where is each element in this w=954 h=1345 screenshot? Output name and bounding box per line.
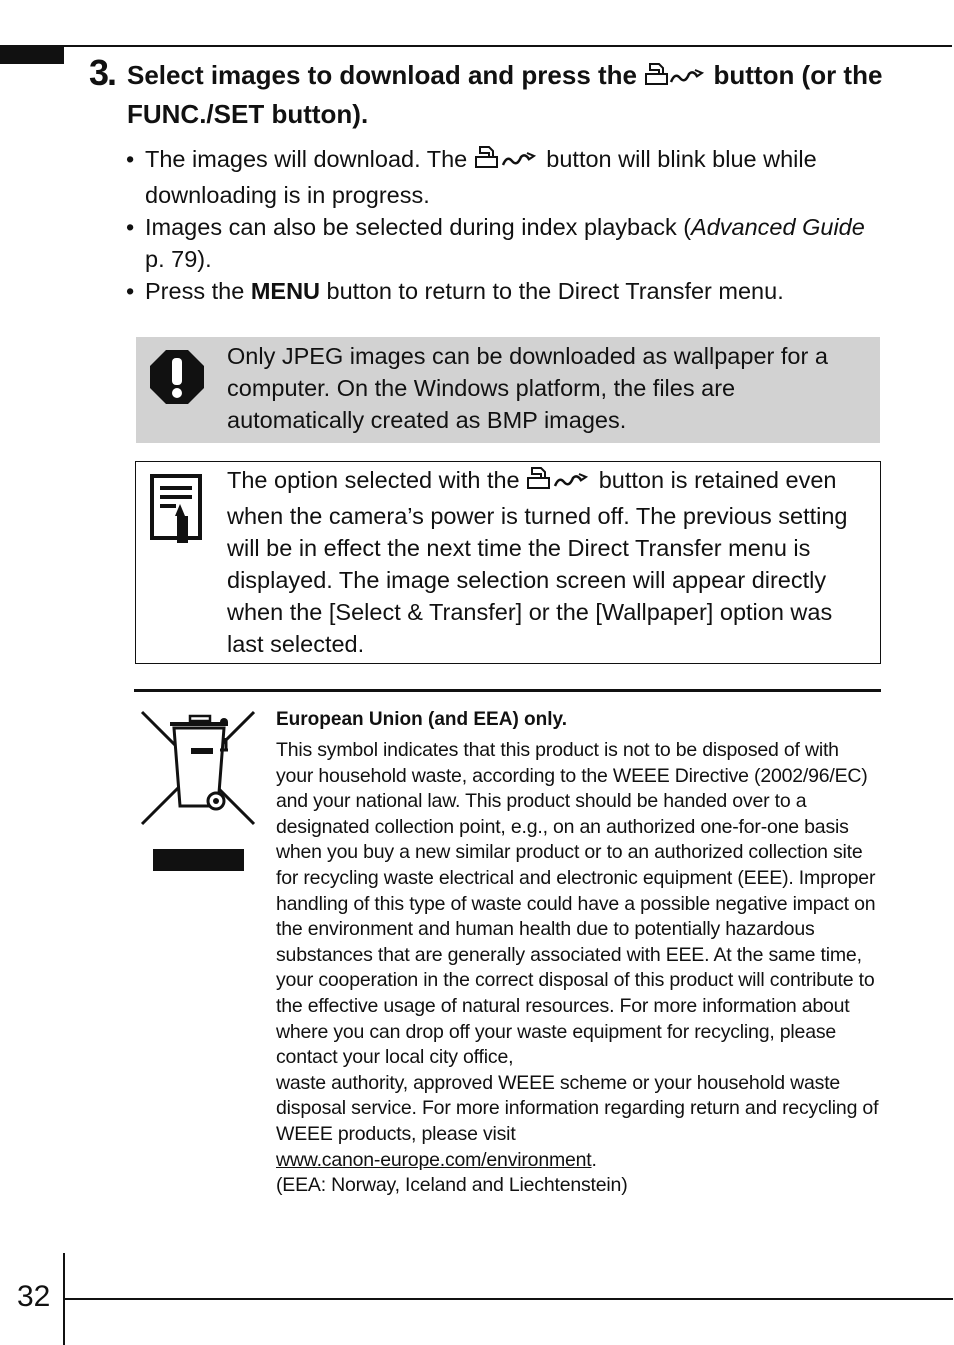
section-tab bbox=[0, 45, 64, 64]
bullet-dot: • bbox=[126, 214, 135, 240]
weee-bar bbox=[153, 849, 244, 871]
eu-link-line bbox=[276, 1148, 881, 1174]
bullet-dot: • bbox=[126, 278, 135, 304]
eu-paragraph-1: This symbol indicates that this product is not to be disposed of with your household waste, according to the WEEE Directive (2002/96/EC) and your national law. This product should be handed over to a designated collection point, e.g., on an authorized one-for-one basis when you buy a new similar product or to an authorized collection site for recycling waste electrical and electronic equipment (EEE). Improper handling of this type of waste could have a possible negative impact on the environment and human health due to potentially hazardous substances that are generally associated with EEE. At the same time, your cooperation in the correct disposal of this product will contribute to the effective usage of natural resources. For more information about where you can drop off your waste equipment for recycling, please contact your local city office, bbox=[276, 739, 876, 1069]
eu-heading: European Union (and EEA) only. bbox=[276, 709, 567, 730]
footer-rule bbox=[63, 1298, 953, 1300]
bullet-1-end: button will blink blue while downloading is in progress. bbox=[145, 146, 817, 208]
bullet-3-end: button to return to the Direct Transfer menu. bbox=[326, 278, 784, 304]
note-text bbox=[227, 464, 872, 660]
list-item bbox=[126, 275, 886, 307]
bullet-dot: • bbox=[126, 146, 135, 172]
caution-text: Only JPEG images can be downloaded as wallpaper for a computer. On the Windows platform, the files are automatically created as BMP images. bbox=[227, 343, 828, 433]
section-divider bbox=[134, 689, 881, 692]
eu-body bbox=[276, 738, 881, 1199]
instruction-list bbox=[126, 143, 886, 307]
step-number: 3. bbox=[89, 52, 116, 93]
bullet-1-start: The images will download. The bbox=[145, 146, 468, 172]
crossed-out-bin-icon bbox=[138, 710, 258, 835]
environment-link[interactable]: www.canon-europe.com/environment bbox=[276, 1148, 592, 1171]
caution-box bbox=[136, 337, 880, 443]
bullet-2-start: Images can also be selected during index playback ( bbox=[145, 214, 692, 240]
menu-label: MENU bbox=[250, 278, 321, 304]
step-title-end: button (or the FUNC./SET button). bbox=[127, 60, 883, 129]
list-item bbox=[126, 143, 886, 211]
memo-icon bbox=[150, 474, 204, 551]
eea-note: (EEA: Norway, Iceland and Liechtenstein) bbox=[276, 1174, 628, 1197]
print-share-icon bbox=[474, 145, 540, 179]
bullet-2-italic-1: Advanced bbox=[691, 214, 796, 240]
note-box bbox=[135, 461, 881, 664]
eu-paragraph-2: waste authority, approved WEEE scheme or your household waste disposal service. For more information regarding return and recycling of WEEE products, please visit bbox=[276, 1071, 879, 1145]
page-number: 32 bbox=[17, 1280, 51, 1313]
step-title bbox=[127, 58, 927, 132]
link-suffix: . bbox=[591, 1148, 597, 1171]
print-share-icon bbox=[644, 62, 706, 97]
bullet-2-italic-2: Guide bbox=[802, 214, 865, 240]
print-share-icon bbox=[526, 466, 592, 500]
bullet-3-start: Press the bbox=[145, 278, 245, 304]
bullet-2-end: p. 79). bbox=[145, 246, 212, 272]
step-title-start: Select images to download and press the bbox=[127, 60, 638, 90]
top-rule bbox=[0, 45, 952, 47]
note-text-end: button is retained even when the camera’s power is turned off. The previous setting will be in effect the next time the Direct Transfer menu is displayed. The image selection screen will appear directly when the [Select & Transfer] or the [Wallpaper] option was last selected. bbox=[227, 467, 848, 657]
note-text-start: The option selected with the bbox=[227, 467, 520, 493]
caution-icon bbox=[149, 349, 205, 410]
list-item bbox=[126, 211, 886, 275]
